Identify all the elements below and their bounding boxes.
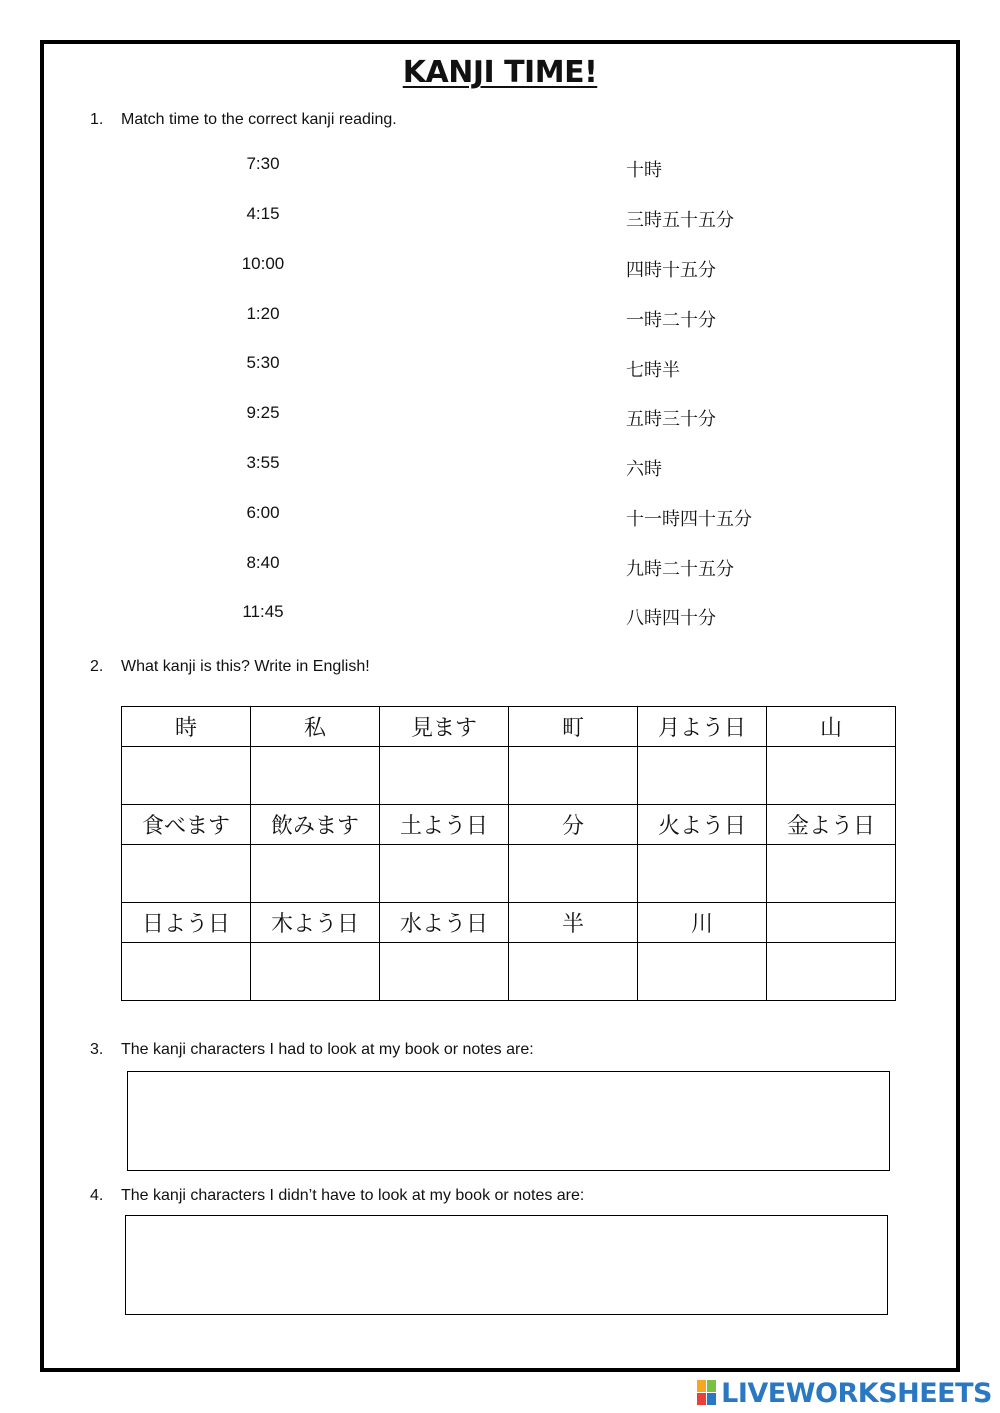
- kanji-cell: 川: [638, 903, 767, 943]
- answer-cell[interactable]: [638, 943, 767, 1001]
- time-item[interactable]: 8:40: [246, 553, 280, 572]
- question-number: 1.: [90, 111, 104, 128]
- time-item[interactable]: 9:25: [246, 403, 280, 422]
- kanji-cell: 時: [122, 707, 251, 747]
- answer-cell[interactable]: [509, 845, 638, 903]
- question-4: [90, 1187, 584, 1205]
- kanji-cell: 半: [509, 903, 638, 943]
- kanji-cell: 木よう日: [251, 903, 380, 943]
- kanji-cell: 分: [509, 805, 638, 845]
- kanji-grid: [121, 706, 896, 1001]
- kanji-row: [122, 903, 896, 943]
- kanji-cell: 火よう日: [638, 805, 767, 845]
- kanji-cell: 飲みます: [251, 805, 380, 845]
- time-item[interactable]: 6:00: [246, 503, 280, 522]
- answer-cell[interactable]: [509, 747, 638, 805]
- kanji-reading-item[interactable]: 五時三十分: [626, 409, 716, 430]
- answer-cell[interactable]: [122, 747, 251, 805]
- known-kanji-box[interactable]: [125, 1215, 888, 1315]
- kanji-reading-item[interactable]: 十一時四十五分: [626, 509, 752, 530]
- answer-row: [122, 747, 896, 805]
- kanji-reading-item[interactable]: 四時十五分: [626, 260, 716, 281]
- answer-cell[interactable]: [638, 845, 767, 903]
- liveworksheets-logo-icon: [697, 1380, 717, 1406]
- question-3: [90, 1041, 534, 1059]
- kanji-reading-item[interactable]: 九時二十五分: [626, 559, 734, 580]
- answer-cell[interactable]: [767, 845, 896, 903]
- answer-cell[interactable]: [380, 747, 509, 805]
- question-number: 3.: [90, 1041, 104, 1058]
- question-number: 2.: [90, 658, 104, 675]
- question-text: The kanji characters I didn’t have to look at my book or notes are:: [121, 1187, 585, 1204]
- kanji-cell: 町: [509, 707, 638, 747]
- time-item[interactable]: 3:55: [246, 453, 280, 472]
- kanji-cell: 日よう日: [122, 903, 251, 943]
- liveworksheets-footer: [697, 1376, 992, 1410]
- question-text: The kanji characters I had to look at my book or notes are:: [121, 1041, 534, 1058]
- answer-cell[interactable]: [251, 845, 380, 903]
- kanji-reading-item[interactable]: 八時四十分: [626, 608, 716, 629]
- question-number: 4.: [90, 1187, 104, 1204]
- answer-row: [122, 943, 896, 1001]
- answer-cell[interactable]: [122, 845, 251, 903]
- kanji-cell: [767, 903, 896, 943]
- kanji-reading-item[interactable]: 十時: [626, 160, 662, 181]
- kanji-cell: 山: [767, 707, 896, 747]
- kanji-reading-item[interactable]: 六時: [626, 459, 662, 480]
- kanji-reading-item[interactable]: 七時半: [626, 360, 680, 381]
- time-item[interactable]: 5:30: [246, 353, 280, 372]
- worksheet-title: KANJI TIME!: [402, 55, 598, 90]
- kanji-cell: 月よう日: [638, 707, 767, 747]
- answer-row: [122, 845, 896, 903]
- kanji-cell: 水よう日: [380, 903, 509, 943]
- question-1: [90, 111, 397, 129]
- kanji-cell: 金よう日: [767, 805, 896, 845]
- kanji-reading-item[interactable]: 三時五十五分: [626, 210, 734, 231]
- question-text: What kanji is this? Write in English!: [121, 658, 370, 675]
- kanji-cell: 土よう日: [380, 805, 509, 845]
- answer-cell[interactable]: [380, 943, 509, 1001]
- kanji-row: [122, 805, 896, 845]
- question-text: Match time to the correct kanji reading.: [121, 111, 397, 128]
- kanji-cell: 私: [251, 707, 380, 747]
- answer-cell[interactable]: [509, 943, 638, 1001]
- answer-cell[interactable]: [251, 943, 380, 1001]
- time-item[interactable]: 11:45: [242, 602, 284, 621]
- answer-cell[interactable]: [638, 747, 767, 805]
- time-item[interactable]: 10:00: [241, 254, 285, 273]
- answer-cell[interactable]: [767, 943, 896, 1001]
- time-item[interactable]: 7:30: [246, 154, 280, 173]
- question-2: [90, 658, 370, 676]
- brand-name: LIVEWORKSHEETS: [721, 1377, 992, 1409]
- time-item[interactable]: 4:15: [246, 204, 280, 223]
- looked-up-kanji-box[interactable]: [127, 1071, 890, 1171]
- kanji-reading-item[interactable]: 一時二十分: [626, 310, 716, 331]
- kanji-row: [122, 707, 896, 747]
- kanji-cell: 食べます: [122, 805, 251, 845]
- answer-cell[interactable]: [767, 747, 896, 805]
- answer-cell[interactable]: [122, 943, 251, 1001]
- answer-cell[interactable]: [251, 747, 380, 805]
- time-item[interactable]: 1:20: [246, 304, 280, 323]
- kanji-cell: 見ます: [380, 707, 509, 747]
- answer-cell[interactable]: [380, 845, 509, 903]
